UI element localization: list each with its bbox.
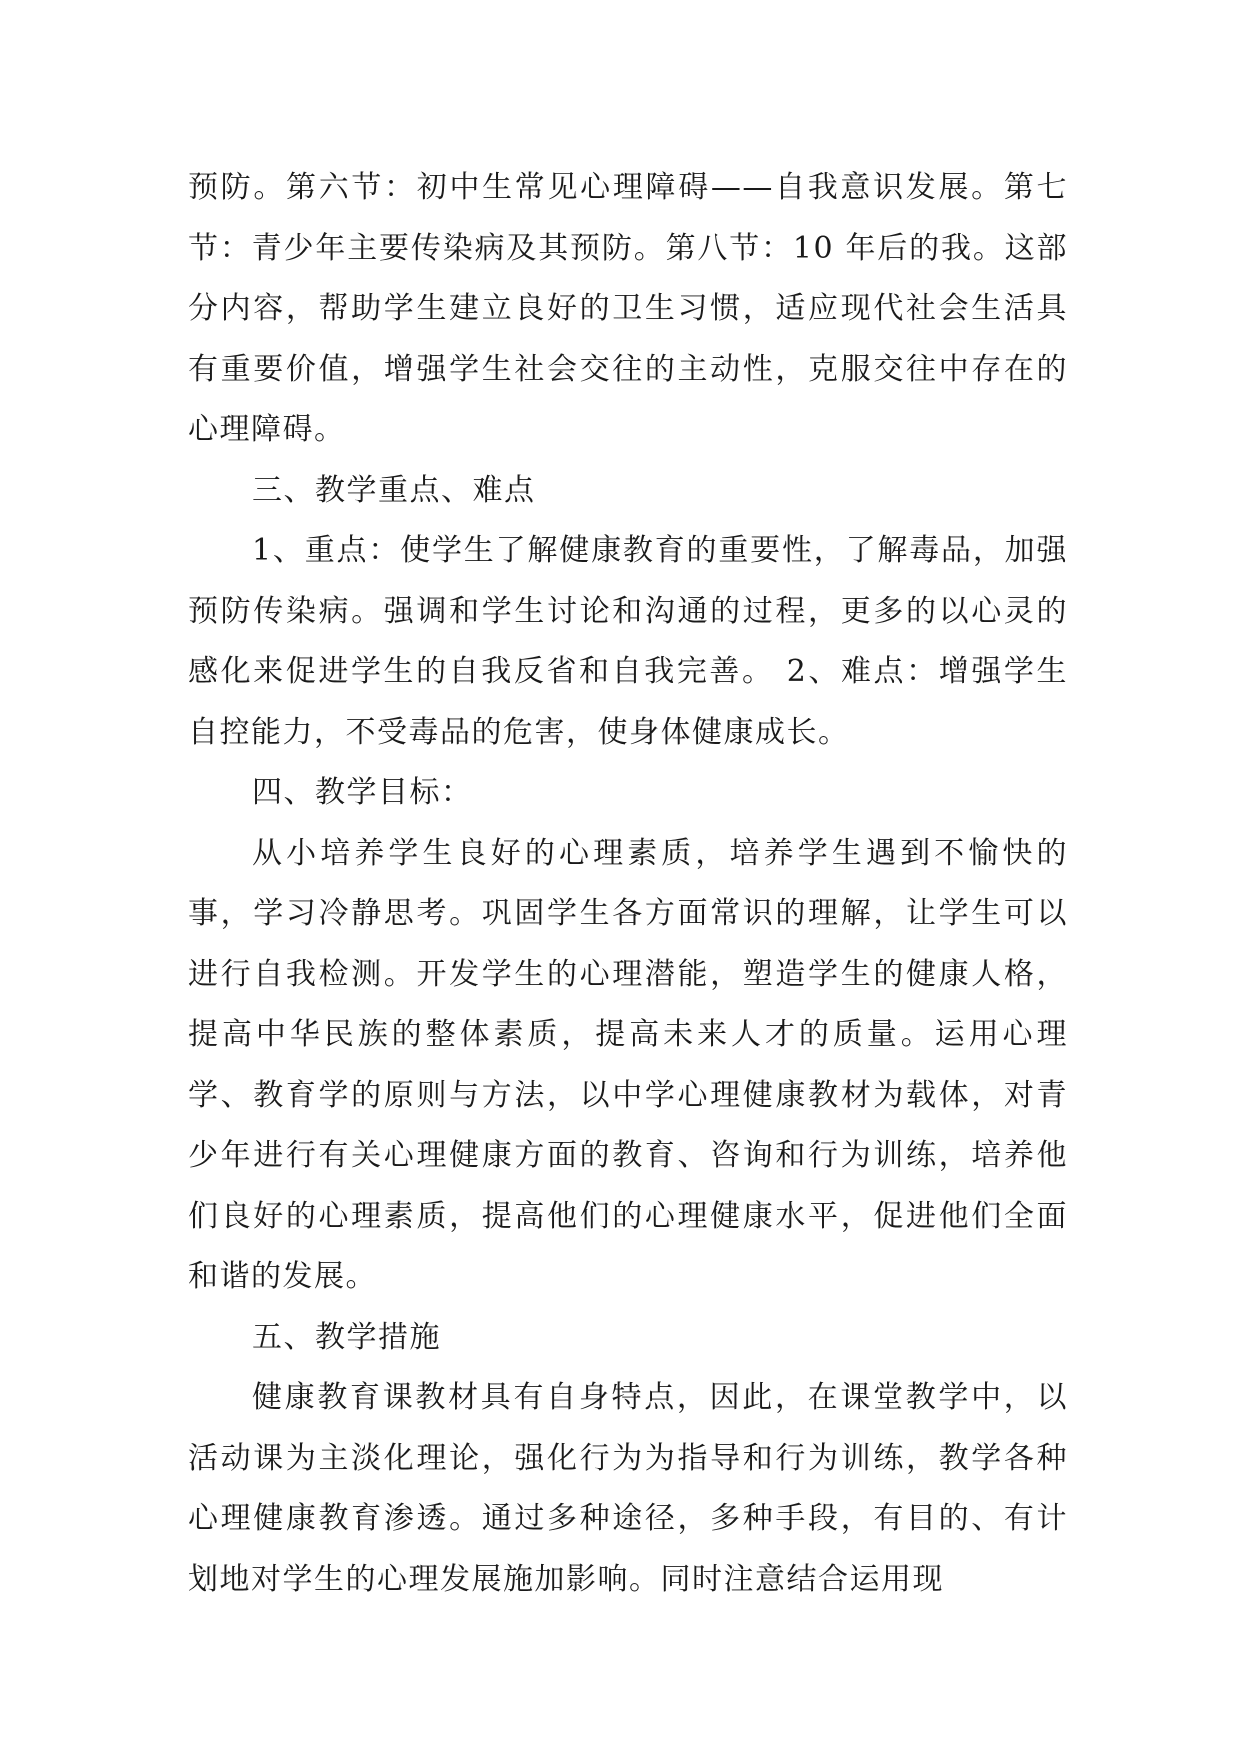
section-heading-teaching-measures: 五、教学措施 xyxy=(252,1319,441,1355)
paragraph-key-points: 1、重点：使学生了解健康教育的重要性，了解毒品，加强预防传染病。强调和学生讨论和沟通的过程，更多的以心灵的感化来促进学生的自我反省和自我完善。 2、难点：增强学生自控能力，不受毒品的危害，使身体健康成长。 xyxy=(188,533,1068,750)
document-body xyxy=(188,158,1068,1610)
paragraph-teaching-goals: 从小培养学生良好的心理素质，培养学生遇到不愉快的事，学习冷静思考。巩固学生各方面常识的理解，让学生可以进行自我检测。开发学生的心理潜能，塑造学生的健康人格，提高中华民族的整体素质，提高未来人才的质量。运用心理学、教育学的原则与方法，以中学心理健康教材为载体，对青少年进行有关心理健康方面的教育、咨询和行为训练，培养他们良好的心理素质，提高他们的心理健康水平，促进他们全面和谐的发展。 xyxy=(188,835,1068,1294)
paragraph-teaching-measures: 健康教育课教材具有自身特点，因此，在课堂教学中，以活动课为主淡化理论，强化行为为指导和行为训练，教学各种心理健康教育渗透。通过多种途径，多种手段，有目的、有计划地对学生的心理发展施加影响。同时注意结合运用现 xyxy=(188,1380,1068,1597)
section-heading-key-points: 三、教学重点、难点 xyxy=(252,472,536,508)
paragraph-intro-continuation: 预防。第六节：初中生常见心理障碍——自我意识发展。第七节：青少年主要传染病及其预防。第八节：10 年后的我。这部分内容，帮助学生建立良好的卫生习惯，适应现代社会生活具有重要价值，增强学生社会交往的主动性，克服交往中存在的心理障碍。 xyxy=(188,170,1068,447)
section-heading-teaching-goals: 四、教学目标： xyxy=(252,775,473,810)
